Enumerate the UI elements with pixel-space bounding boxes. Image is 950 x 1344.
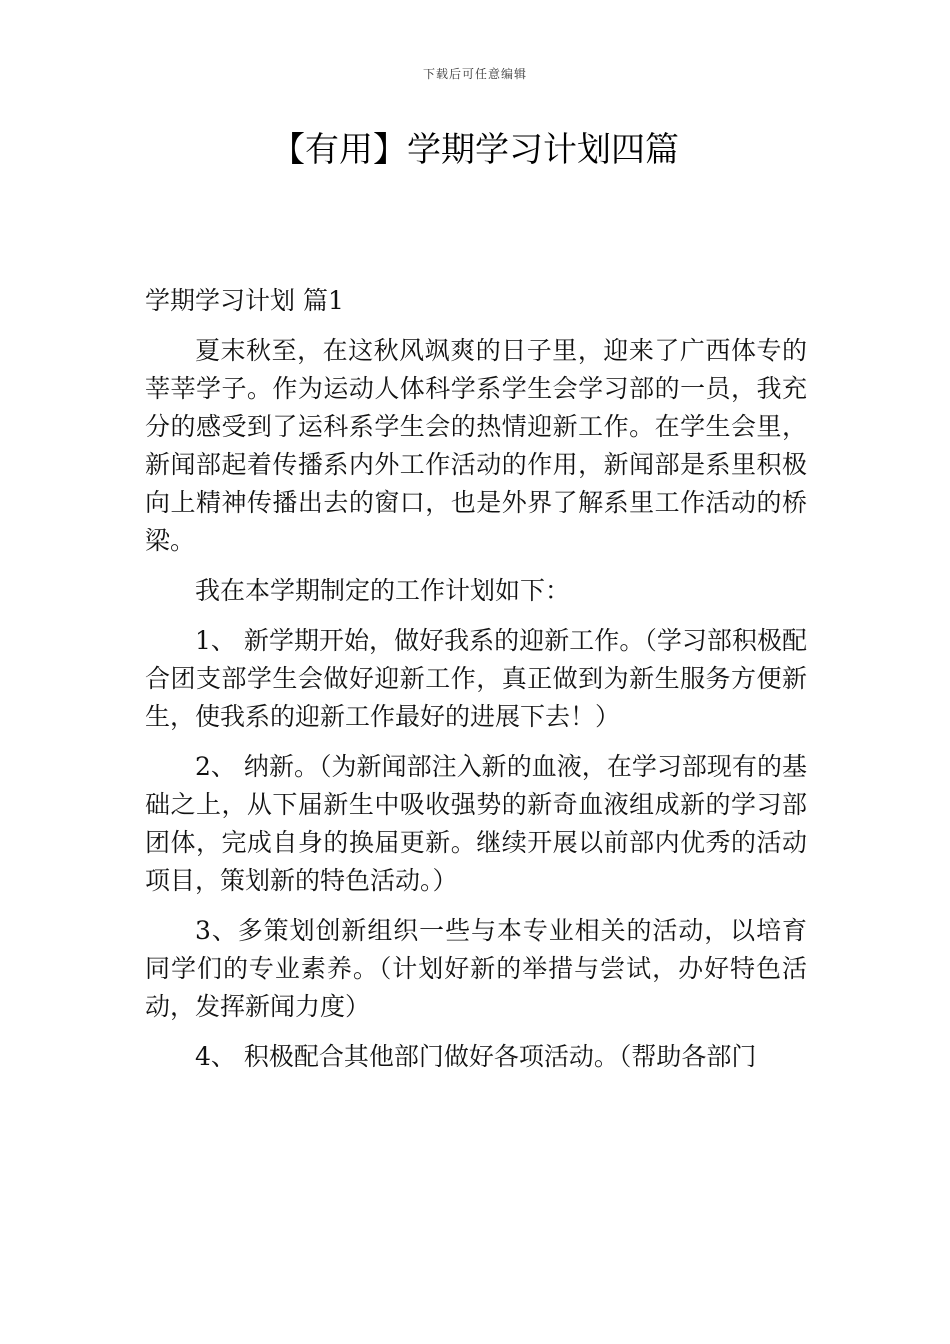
paragraph-item-1: 1、 新学期开始，做好我系的迎新工作。（学习部积极配合团支部学生会做好迎新工作，真正做到为新生服务方便新生，使我系的迎新工作最好的进展下去！） <box>145 626 807 731</box>
document-body <box>145 282 807 1076</box>
section-heading: 学期学习计划 篇1 <box>145 286 344 315</box>
paragraph-item-3: 3、多策划创新组织一些与本专业相关的活动，以培育同学们的专业素养。（计划好新的举措与尝试，办好特色活动，发挥新闻力度） <box>145 916 807 1021</box>
paragraph-item-2: 2、 纳新。（为新闻部注入新的血液，在学习部现有的基础之上，从下届新生中吸收强势的新奇血液组成新的学习部团体，完成自身的换届更新。继续开展以前部内优秀的活动项目，策划新的特色活动。） <box>145 752 807 895</box>
paragraph-plan-lead: 我在本学期制定的工作计划如下： <box>195 576 571 605</box>
header-note: 下载后可任意编辑 <box>422 67 527 81</box>
paragraph-item-4: 4、 积极配合其他部门做好各项活动。（帮助各部门 <box>195 1042 757 1071</box>
document-title: 【有用】学期学习计划四篇 <box>271 130 679 170</box>
paragraph-intro: 夏末秋至，在这秋风飒爽的日子里，迎来了广西体专的莘莘学子。作为运动人体科学系学生会学习部的一员，我充分的感受到了运科系学生会的热情迎新工作。在学生会里，新闻部起着传播系内外工作活动的作用，新闻部是系里积极向上精神传播出去的窗口，也是外界了解系里工作活动的桥梁。 <box>145 336 807 555</box>
